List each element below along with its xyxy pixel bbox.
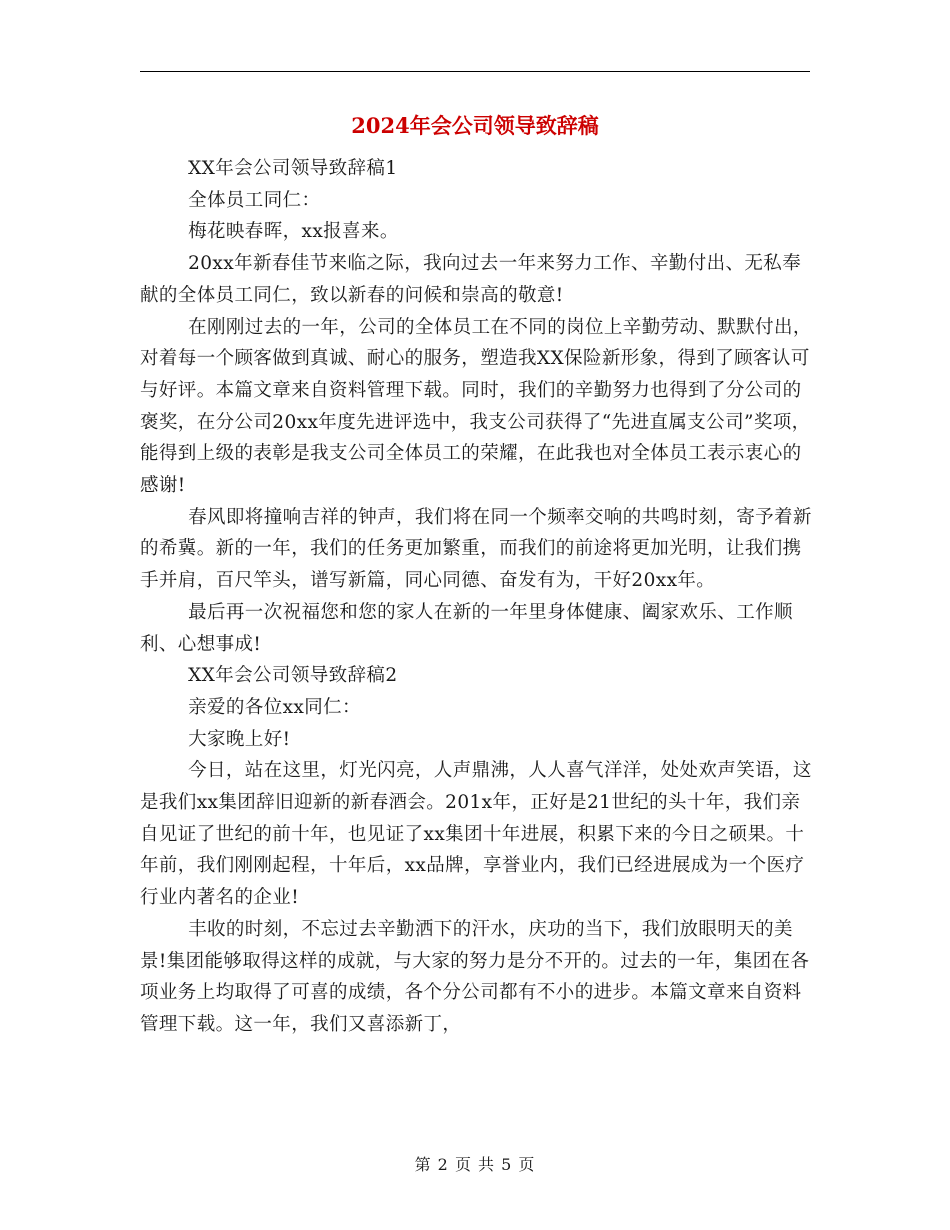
body-paragraph: 在刚刚过去的一年，公司的全体员工在不同的岗位上辛勤劳动、默默付出，对着每一个顾客做到真诚、耐心的服务，塑造我XX保险新形象，得到了顾客认可与好评。本篇文章来自资料管理下载。同时，我们的辛勤努力也得到了分公司的褒奖，在分公司20xx年度先进评选中，我支公司获得了“先进直属支公司”奖项，能得到上级的表彰是我支公司全体员工的荣耀，在此我也对全体员工表示衷心的感谢! — [140, 316, 812, 497]
speech-heading-2: XX年会公司领导致辞稿2 — [188, 665, 398, 687]
document-title: 2024年会公司领导致辞稿 — [351, 113, 599, 138]
speech-heading-1: XX年会公司领导致辞稿1 — [188, 158, 398, 179]
body-paragraph: 今日，站在这里，灯光闪亮，人声鼎沸，人人喜气洋洋，处处欢声笑语，这是我们xx集团辞旧迎新的新春酒会。201x年，正好是21世纪的头十年，我们亲自见证了世纪的前十年，也见证了xx集团十年进展，积累下来的今日之硕果。十年前，我们刚刚起程，十年后，xx品牌，享誉业内，我们已经进展成为一个医疗行业内著名的企业! — [140, 760, 812, 909]
salutation-2: 亲爱的各位xx同仁： — [188, 696, 361, 718]
body-paragraph: 丰收的时刻，不忘过去辛勤洒下的汗水，庆功的当下，我们放眼明天的美景!集团能够取得这样的成就，与大家的努力是分不开的。过去的一年，集团在各项业务上均取得了可喜的成绩，各个分公司都有不小的进步。本篇文章来自资料管理下载。这一年，我们又喜添新丁， — [140, 918, 810, 1035]
greeting-line: 大家晚上好! — [188, 728, 291, 750]
header-rule — [140, 71, 810, 72]
body-paragraph: 春风即将撞响吉祥的钟声，我们将在同一个频率交响的共鸣时刻，寄予着新的希冀。新的一年，我们的任务更加繁重，而我们的前途将更加光明，让我们携手并肩，百尺竿头，谱写新篇，同心同德、奋发有为，干好20xx年。 — [140, 506, 812, 592]
salutation-1: 全体员工同仁： — [188, 189, 321, 211]
opening-line: 梅花映春晖，xx报喜来。 — [188, 221, 399, 243]
body-paragraph: 最后再一次祝福您和您的家人在新的一年里身体健康、阖家欢乐、工作顺利、心想事成! — [140, 601, 793, 655]
body-paragraph: 20xx年新春佳节来临之际，我向过去一年来努力工作、辛勤付出、无私奉献的全体员工同仁，致以新春的问候和崇高的敬意! — [140, 253, 802, 306]
document-body — [140, 153, 812, 1041]
page-number: 第 2 页 共 5 页 — [414, 1155, 536, 1174]
